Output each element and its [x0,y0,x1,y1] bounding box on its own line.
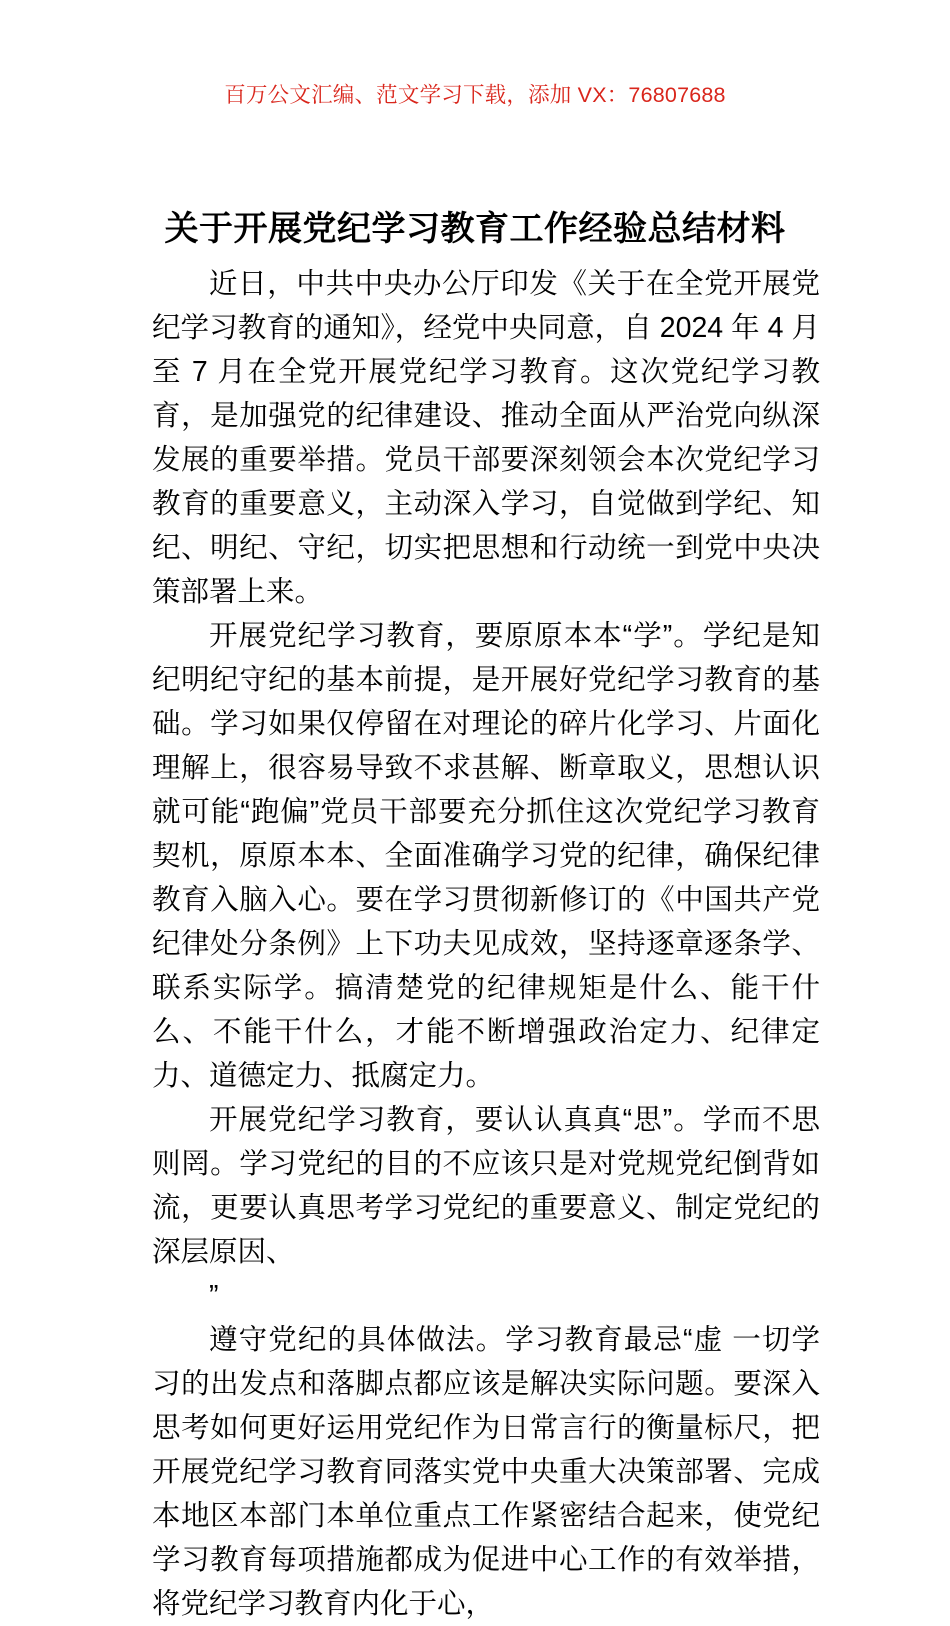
document-body [152,262,820,1626]
paragraph-1: 近日，中共中央办公厅印发《关于在全党开展党纪学习教育的通知》，经党中央同意，自 2024 年 4 月至 7 月在全党开展党纪学习教育。这次党纪学习教育，是加强党的纪律建设、推动全面从严治党向纵深发展的重要举措。党员干部要深刻领会本次党纪学习教育的重要意义，主动深入学习，自觉做到学纪、知纪、明纪、守纪，切实把思想和行动统一到党中央决策部署上来。 [152,268,820,608]
promo-header-text: 百万公文汇编、范文学习下载，添加 VX：76807688 [224,83,726,107]
orphan-closing-quote: ” [209,1280,219,1312]
paragraph-3: 开展党纪学习教育，要认认真真“思”。学而不思则罔。学习党纪的目的不应该只是对党规党纪倒背如流，更要认真思考学习党纪的重要意义、制定党纪的深层原因、 [152,1104,820,1268]
paragraph-2: 开展党纪学习教育，要原原本本“学”。学纪是知纪明纪守纪的基本前提，是开展好党纪学习教育的基础。学习如果仅停留在对理论的碎片化学习、片面化理解上，很容易导致不求甚解、断章取义，思想认识就可能“跑偏”党员干部要充分抓住这次党纪学习教育契机，原原本本、全面准确学习党的纪律，确保纪律教育入脑入心。要在学习贯彻新修订的《中国共产党纪律处分条例》上下功夫见成效，坚持逐章逐条学、联系实际学。搞清楚党的纪律规矩是什么、能干什么、不能干什么，才能不断增强政治定力、纪律定力、道德定力、抵腐定力。 [152,620,820,1092]
paragraph-4: 遵守党纪的具体做法。学习教育最忌“虚 一切学习的出发点和落脚点都应该是解决实际问题。要深入思考如何更好运用党纪作为日常言行的衡量标尺，把开展党纪学习教育同落实党中央重大决策部署、完成本地区本部门本单位重点工作紧密结合起来，使党纪学习教育每项措施都成为促进中心工作的有效举措，将党纪学习教育内化于心， [152,1324,820,1620]
page-title: 关于开展党纪学习教育工作经验总结材料 [164,209,786,248]
